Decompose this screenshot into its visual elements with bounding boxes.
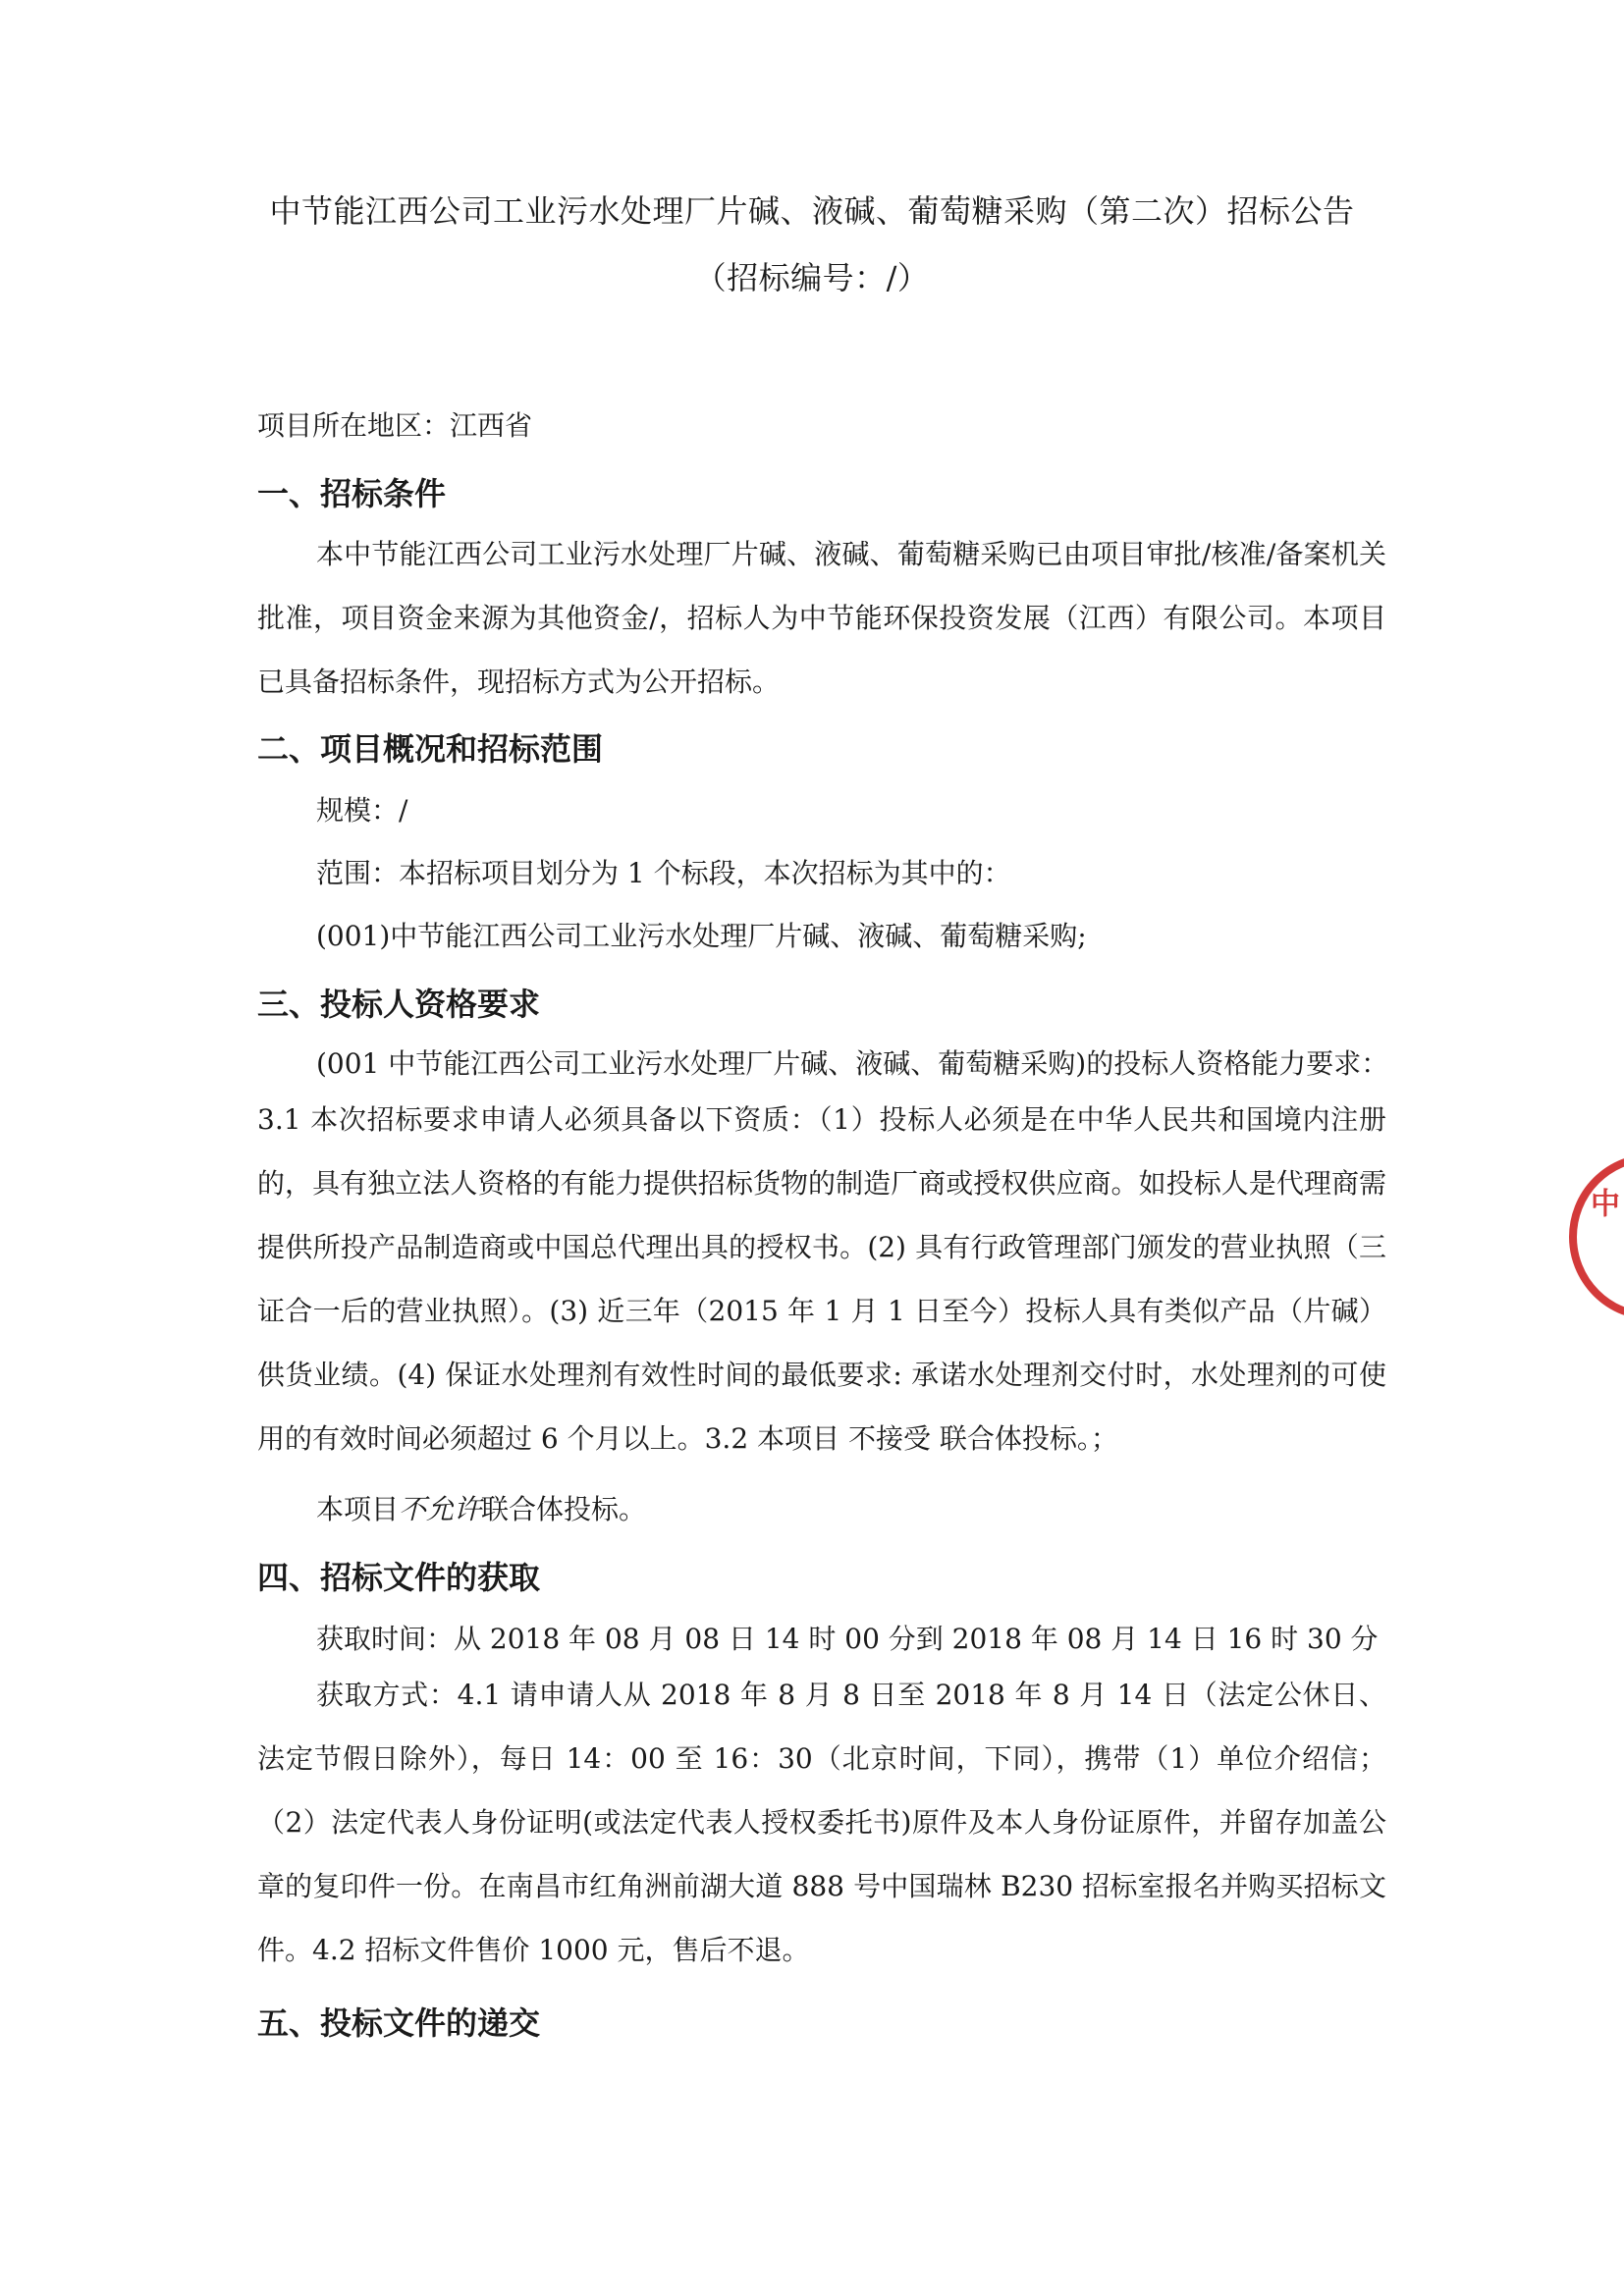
section-3-heading: 三、投标人资格要求 bbox=[257, 986, 541, 1023]
acquisition-method: 获取方式：4.1 请申请人从 2018 年 8 月 8 日至 2018 年 8 月 14 日（法定公休日、法定节假日除外），每日 14：00 至 16：30（北京时间，下同），携带（1）单位介绍信；（2）法定代表人身份证明(或法定代表人授权委托书)原件及本人身份证原件，并留存加盖公章的复印件一份。在南昌市红角洲前湖大道 888 号中国瑞林 B230 招标室报名并购买招标文件。4.2 招标文件售价 1000 元，售后不退。 bbox=[257, 1679, 1386, 1966]
project-scale: 规模：/ bbox=[316, 794, 408, 827]
project-scope: 范围：本招标项目划分为 1 个标段，本次招标为其中的： bbox=[316, 857, 1011, 889]
section-1-text: 本中节能江西公司工业污水处理厂片碱、液碱、葡萄糖采购已由项目审批/核准/备案机关批准，项目资金来源为其他资金/，招标人为中节能环保投资发展（江西）有限公司。本项目已具备招标条件，现招标方式为公开招标。 bbox=[257, 538, 1386, 698]
section-5-heading: 五、投标文件的递交 bbox=[257, 2004, 541, 2042]
section-1-heading: 一、招标条件 bbox=[257, 475, 447, 512]
seal-text: 中 bbox=[1585, 1188, 1619, 1217]
acquisition-time: 获取时间：从 2018 年 08 月 08 日 14 时 00 分到 2018 年 08 月 14 日 16 时 30 分 bbox=[316, 1623, 1379, 1655]
section-4-heading: 四、招标文件的获取 bbox=[257, 1559, 541, 1596]
qualification-intro: (001 中节能江西公司工业污水处理厂片碱、液碱、葡萄糖采购)的投标人资格能力要求： bbox=[316, 1047, 1389, 1080]
qualification-text: 3.1 本次招标要求申请人必须具备以下资质：（1）投标人必须是在中华人民共和国境内注册的，具有独立法人资格的有能力提供招标货物的制造厂商或授权供应商。如投标人是代理商需提供所投产品制造商或中国总代理出具的授权书。(2) 具有行政管理部门颁发的营业执照（三证合一后的营业执照）。(3) 近三年（2015 年 1 月 1 日至今）投标人具有类似产品（片碱）供货业绩。(4) 保证水处理剂有效性时间的最低要求: 承诺水处理剂交付时，水处理剂的可使用的有效时间必须超过 6 个月以上。3.2 本项目 不接受 联合体投标。； bbox=[257, 1103, 1386, 1455]
project-region: 项目所在地区：江西省 bbox=[257, 409, 533, 442]
consortium-statement: 本项目不允许联合体投标。 bbox=[316, 1493, 647, 1525]
lot-item: (001)中节能江西公司工业污水处理厂片碱、液碱、葡萄糖采购; bbox=[316, 920, 1087, 952]
tender-number: （招标编号：/） bbox=[694, 259, 930, 296]
document-title: 中节能江西公司工业污水处理厂片碱、液碱、葡萄糖采购（第二次）招标公告 bbox=[269, 192, 1355, 230]
section-2-heading: 二、项目概况和招标范围 bbox=[257, 730, 604, 768]
red-seal-stamp bbox=[1569, 1153, 1624, 1320]
